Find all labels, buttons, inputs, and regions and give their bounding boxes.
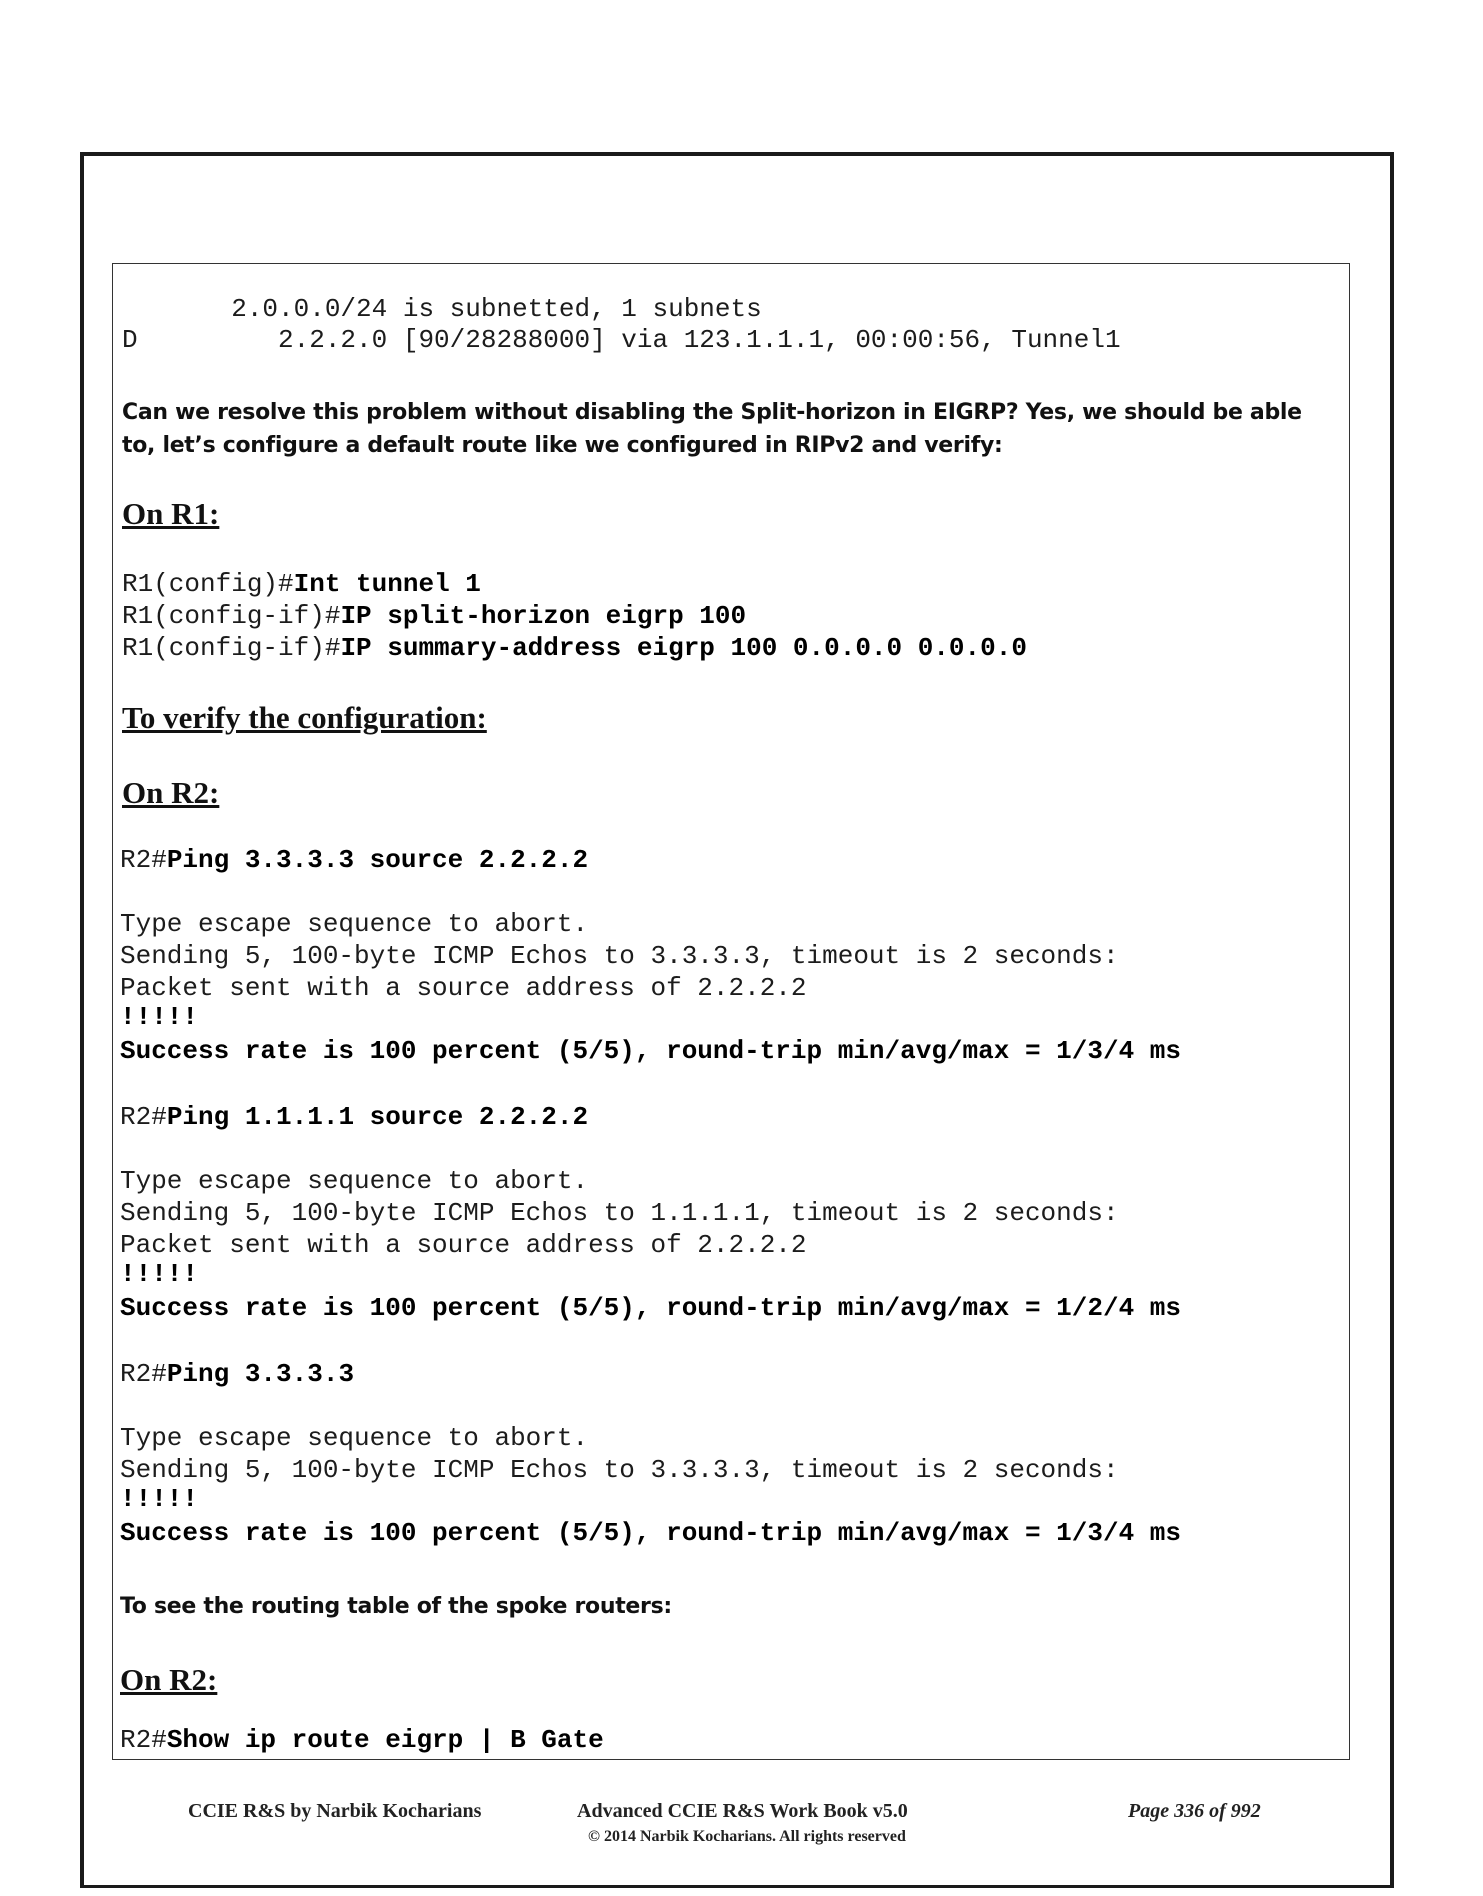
- ping-bangs: !!!!!: [120, 1002, 199, 1032]
- heading-on-r2: On R2:: [122, 775, 220, 810]
- intro-paragraph: Can we resolve this problem without disabling the Split-horizon in EIGRP? Yes, we should be able to, let’s configure a default route like we configured in RIPv2 and verify:: [122, 400, 1302, 458]
- ping-command: R2#Ping 1.1.1.1 source 2.2.2.2: [120, 1102, 589, 1132]
- ping-result: Success rate is 100 percent (5/5), round-trip min/avg/max = 1/3/4 ms: [120, 1036, 1181, 1066]
- ping-output: Sending 5, 100-byte ICMP Echos to 3.3.3.3, timeout is 2 seconds:: [120, 941, 1119, 971]
- ping-output: Packet sent with a source address of 2.2.2.2: [120, 973, 807, 1003]
- ping-output: Type escape sequence to abort.: [120, 1166, 589, 1196]
- ping-result: Success rate is 100 percent (5/5), round-trip min/avg/max = 1/2/4 ms: [120, 1293, 1181, 1323]
- ping-result: Success rate is 100 percent (5/5), round-trip min/avg/max = 1/3/4 ms: [120, 1518, 1181, 1548]
- route-line-subnetted: 2.0.0.0/24 is subnetted, 1 subnets: [122, 294, 762, 324]
- footer-book-title: Advanced CCIE R&S Work Book v5.0: [577, 1800, 908, 1822]
- spoke-paragraph: To see the routing table of the spoke routers:: [120, 1594, 672, 1619]
- ping-output: Sending 5, 100-byte ICMP Echos to 1.1.1.1, timeout is 2 seconds:: [120, 1198, 1119, 1228]
- ping-command: R2#Ping 3.3.3.3 source 2.2.2.2: [120, 845, 589, 875]
- ping-output: Type escape sequence to abort.: [120, 1423, 589, 1453]
- footer-author: CCIE R&S by Narbik Kocharians: [188, 1800, 482, 1822]
- heading-on-r2-second: On R2:: [120, 1662, 218, 1697]
- r1-config-line: R1(config-if)#IP split-horizon eigrp 100: [122, 601, 747, 631]
- r1-config-line: R1(config-if)#IP summary-address eigrp 100 0.0.0.0 0.0.0.0: [122, 633, 1027, 663]
- route-line-d: D 2.2.2.0 [90/28288000] via 123.1.1.1, 00:00:56, Tunnel1: [122, 325, 1121, 355]
- ping-output: Sending 5, 100-byte ICMP Echos to 3.3.3.3, timeout is 2 seconds:: [120, 1455, 1119, 1485]
- footer-copyright: © 2014 Narbik Kocharians. All rights reserved: [588, 1828, 906, 1845]
- heading-on-r1: On R1:: [122, 496, 220, 531]
- ping-command: R2#Ping 3.3.3.3: [120, 1359, 355, 1389]
- show-route-command: R2#Show ip route eigrp | B Gate: [120, 1725, 604, 1755]
- footer-page-number: Page 336 of 992: [1128, 1800, 1261, 1822]
- ping-bangs: !!!!!: [120, 1484, 199, 1514]
- heading-verify: To verify the configuration:: [122, 700, 487, 735]
- ping-output: Type escape sequence to abort.: [120, 909, 589, 939]
- r1-config-line: R1(config)#Int tunnel 1: [122, 569, 481, 599]
- ping-output: Packet sent with a source address of 2.2.2.2: [120, 1230, 807, 1260]
- ping-bangs: !!!!!: [120, 1259, 199, 1289]
